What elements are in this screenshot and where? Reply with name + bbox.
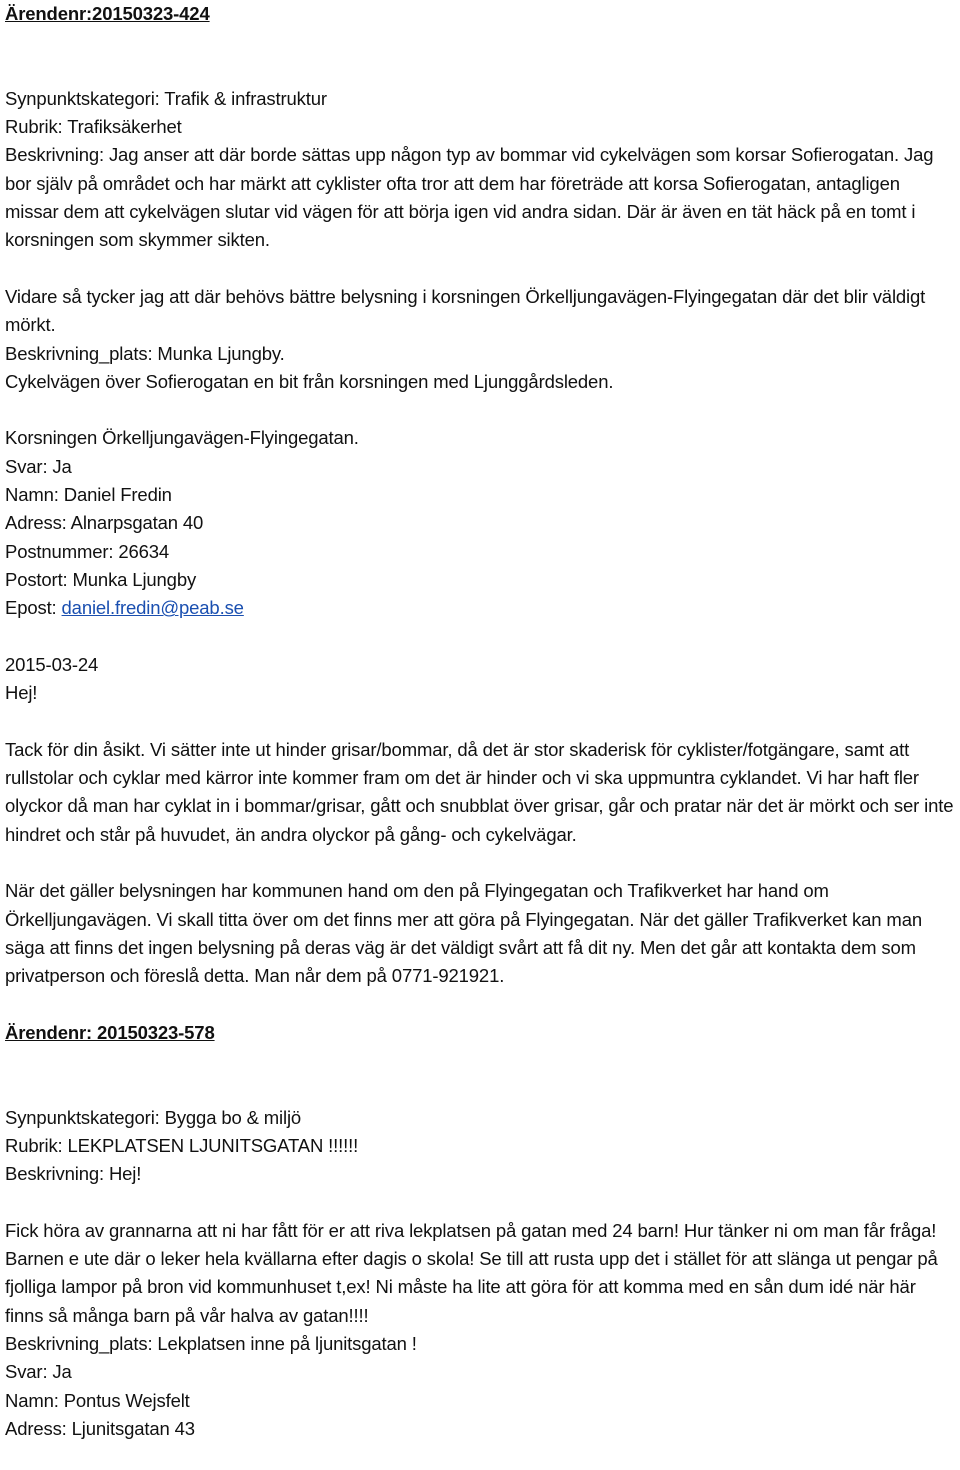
location-line: Cykelvägen över Sofierogatan en bit från korsningen med Ljunggårdsleden. bbox=[5, 370, 614, 392]
description-paragraph: Beskrivning: Jag anser att där borde sättas upp någon typ av bommar vid cykelvägen som korsar Sofierogatan. Jag bor själv på området och har märkt att cyklister ofta tror att dem har företräde att korsa Sofierogatan, antagligen missar dem att cykelvägen slutar vid vägen för att börja igen vid andra sidan. Där är även en tät häck på en tomt i korsningen som skymmer sikten. bbox=[5, 144, 934, 251]
location-label: Beskrivning_plats: Munka Ljungby. bbox=[5, 342, 285, 364]
case-number-title: Ärendenr: 20150323-578 bbox=[5, 1021, 215, 1043]
spacer bbox=[5, 707, 957, 735]
rubrik-line: Rubrik: LEKPLATSEN LJUNITSGATAN !!!!!! bbox=[5, 1134, 359, 1156]
lighting-paragraph: Vidare så tycker jag att där behövs bättre belysning i korsningen Örkelljungavägen-Flyingegatan där det blir väldigt mörkt. bbox=[5, 285, 926, 336]
document bbox=[5, 0, 957, 1443]
description-line: Beskrivning: Hej! bbox=[5, 1163, 142, 1185]
description-paragraph: Fick höra av grannarna att ni har fått för er att riva lekplatsen på gatan med 24 barn! Hur tänker ni om man får fråga! Barnen e ute där o leker hela kvällarna efter dagis o skola! Se till att rusta upp det i stället för att slänga ut pengar på fjolliga lampor på bron vid kommunhuset t,ex! Ni måste ha lite att göra för att komma med en sån dum idé när här finns så många barn på vår halva av gatan!!!! bbox=[5, 1219, 938, 1326]
name-line: Namn: Pontus Wejsfelt bbox=[5, 1389, 190, 1411]
spacer bbox=[5, 623, 957, 651]
location-line: Korsningen Örkelljungavägen-Flyingegatan. bbox=[5, 427, 359, 449]
reply-paragraph: Tack för din åsikt. Vi sätter inte ut hinder grisar/bommar, då det är stor skaderisk för cyklister/fotgängare, samt att rullstolar och cyklar med kärror inte kommer fram om det är hinder och vi ska uppmuntra cyklandet. Vi har haft fler olyckor då man har cyklat in i bommar/grisar, gått och snubblat över grisar, går och pratar när det är mörkt och ser inte hindret och står på huvudet, än andra olyckor på gång- och cykelvägar. bbox=[5, 738, 954, 845]
answer-line: Svar: Ja bbox=[5, 455, 72, 477]
case-number-title: Ärendenr:20150323-424 bbox=[5, 3, 210, 24]
name-line: Namn: Daniel Fredin bbox=[5, 484, 172, 506]
spacer bbox=[5, 990, 957, 1018]
address-line: Adress: Ljunitsgatan 43 bbox=[5, 1417, 195, 1439]
spacer bbox=[5, 396, 957, 424]
category-line: Synpunktskategori: Bygga bo & miljö bbox=[5, 1106, 302, 1128]
rubrik-line: Rubrik: Trafiksäkerhet bbox=[5, 116, 182, 138]
reply-greeting: Hej! bbox=[5, 682, 38, 704]
email-line bbox=[5, 594, 957, 622]
address-line: Adress: Alnarpsgatan 40 bbox=[5, 512, 204, 534]
email-link[interactable]: daniel.fredin@peab.se bbox=[61, 597, 244, 619]
location-label: Beskrivning_plats: Lekplatsen inne på ljunitsgatan ! bbox=[5, 1332, 417, 1354]
reply-date: 2015-03-24 bbox=[5, 653, 99, 675]
spacer bbox=[5, 255, 957, 283]
postal-code-line: Postnummer: 26634 bbox=[5, 540, 170, 562]
city-line: Postort: Munka Ljungby bbox=[5, 568, 197, 590]
spacer bbox=[5, 28, 957, 85]
email-label: Epost: bbox=[5, 597, 62, 619]
spacer bbox=[5, 1047, 957, 1104]
answer-line: Svar: Ja bbox=[5, 1361, 72, 1383]
spacer bbox=[5, 1188, 957, 1216]
reply-paragraph: När det gäller belysningen har kommunen hand om den på Flyingegatan och Trafikverket har hand om Örkelljungavägen. Vi skall titta över om det finns mer att göra på Flyingegatan. När det gäller Trafikverket kan man säga att finns det ingen belysning på deras väg är det väldigt svårt att få dit ny. Men det går att kontakta dem som privatperson och föreslå detta. Man når dem på 0771-921921. bbox=[5, 880, 922, 987]
spacer bbox=[5, 849, 957, 877]
category-line: Synpunktskategori: Trafik & infrastruktur bbox=[5, 87, 327, 109]
